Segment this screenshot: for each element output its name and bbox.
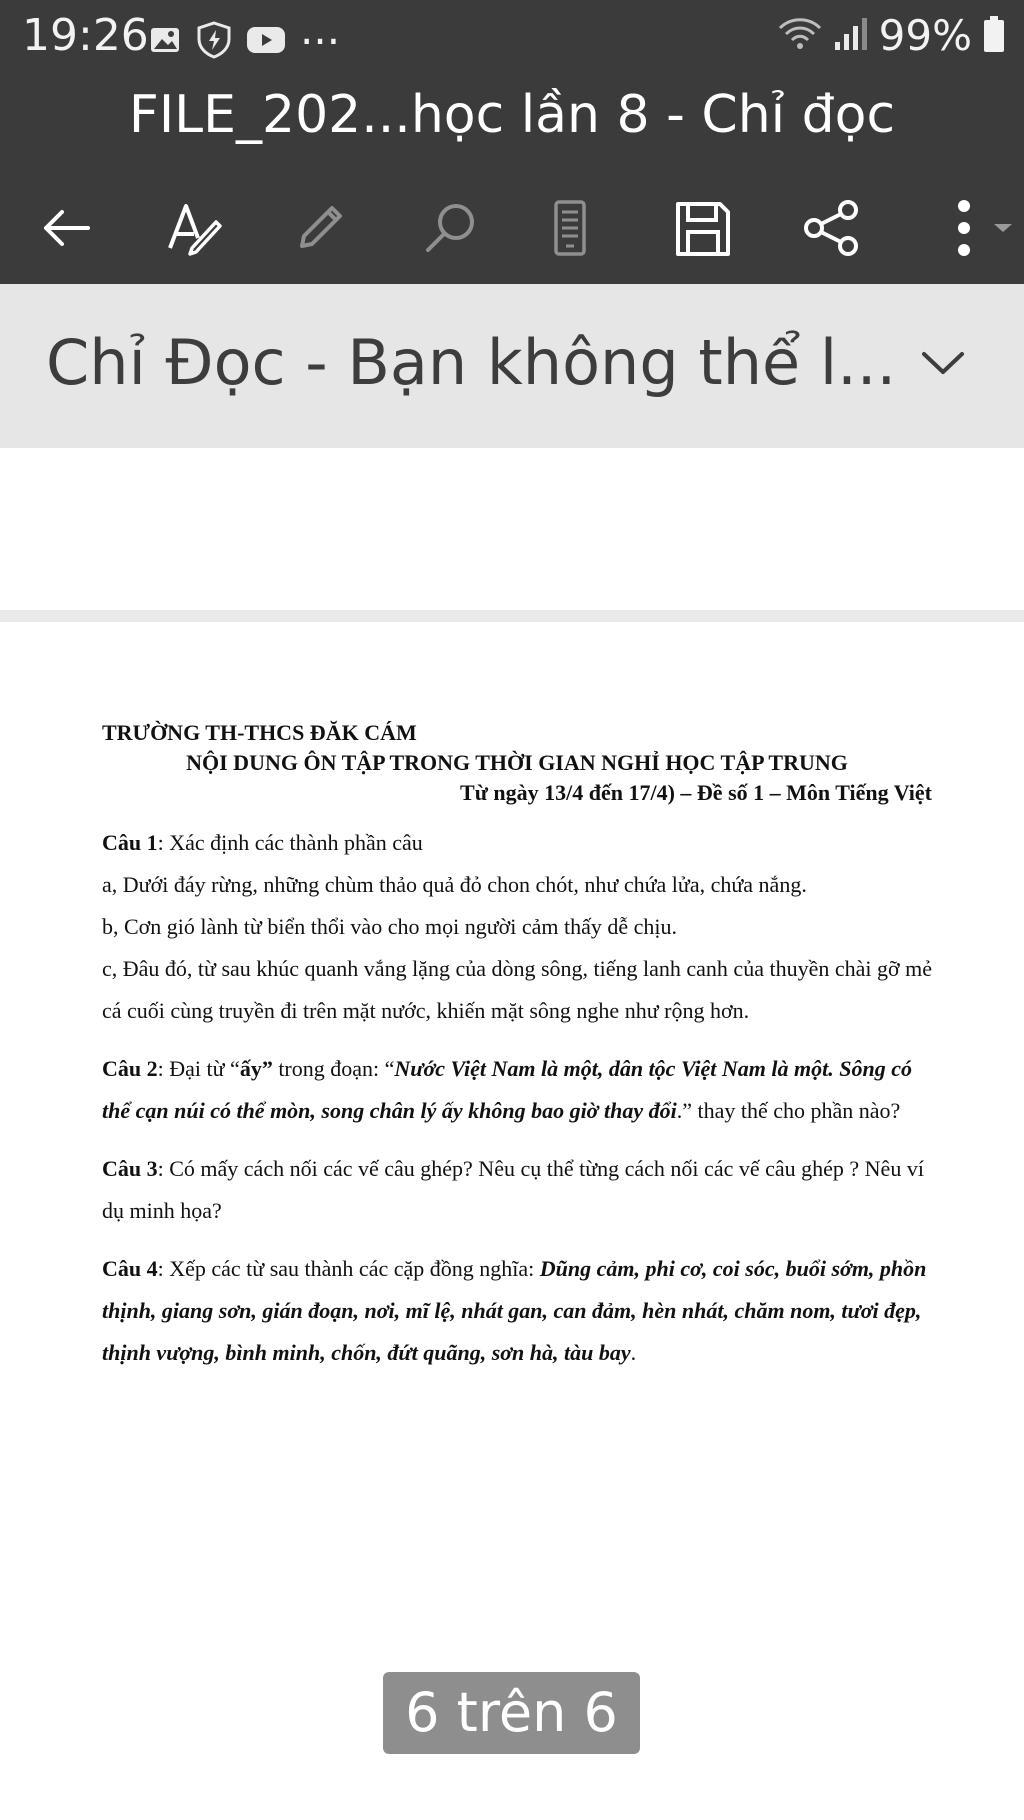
question-3-text: : Có mấy cách nối các vế câu ghép? Nêu cụ thể từng cách nối các vế câu ghép ? Nêu ví dụ minh họa?: [102, 1156, 924, 1223]
back-button[interactable]: [26, 188, 106, 268]
more-vertical-icon: [930, 196, 1020, 260]
question-1-item-b: b, Cơn gió lành từ biển thổi vào cho mọi người cảm thấy dễ chịu.: [102, 914, 678, 939]
search-button[interactable]: [410, 188, 490, 268]
page-divider: [0, 610, 1024, 622]
toolbar: [0, 178, 1024, 278]
pencil-icon: [288, 196, 352, 260]
question-2-quote: Nước Việt Nam là một, dân tộc Việt Nam là một. Sông có thể cạn núi có thể mòn, song chân lý ấy không bao giờ thay đổi: [102, 1056, 912, 1123]
mobile-view-icon: [538, 196, 602, 260]
document-heading: NỘI DUNG ÔN TẬP TRONG THỜI GIAN NGHỈ HỌC TẬP TRUNG: [186, 750, 848, 775]
page-indicator: 6 trên 6: [383, 1672, 640, 1754]
status-bar: [0, 0, 1024, 72]
question-1: [102, 822, 932, 864]
question-2-label: Câu 2: [102, 1056, 158, 1081]
status-system-icons: [777, 10, 1006, 62]
signal-icon: [833, 14, 869, 58]
more-options-button[interactable]: [930, 188, 1020, 268]
question-2-mid: trong đoạn: “: [272, 1056, 395, 1081]
question-4-label: Câu 4: [102, 1256, 158, 1281]
text-format-icon: [162, 196, 226, 260]
read-only-banner[interactable]: [0, 284, 1024, 448]
read-aloud-button[interactable]: [154, 188, 234, 268]
battery-percent: 99%: [878, 11, 972, 60]
status-overflow-dots: ···: [300, 17, 341, 66]
question-1-item-a: a, Dưới đáy rừng, những chùm thảo quả đỏ chon chót, như chứa lửa, chứa nắng.: [102, 872, 807, 897]
read-only-banner-text: Chỉ Đọc - Bạn không thể l...: [46, 326, 897, 399]
youtube-icon: [246, 25, 286, 59]
shield-icon: [196, 21, 232, 63]
edit-button[interactable]: [280, 188, 360, 268]
document-title: FILE_202...học lần 8 - Chỉ đọc: [128, 85, 896, 145]
question-2-pre: : Đại từ “: [157, 1056, 240, 1081]
question-1-label: Câu 1: [102, 830, 158, 855]
save-button[interactable]: [662, 188, 742, 268]
share-icon: [800, 196, 864, 260]
share-button[interactable]: [792, 188, 872, 268]
mobile-view-button[interactable]: [530, 188, 610, 268]
gallery-icon: [148, 23, 182, 61]
question-4-end: .: [630, 1340, 637, 1365]
top-app-bar: [0, 0, 1024, 284]
search-icon: [418, 196, 482, 260]
wifi-icon: [777, 14, 823, 58]
battery-icon: [982, 14, 1006, 58]
status-time: 19:26: [22, 10, 149, 61]
question-1-text: : Xác định các thành phần câu: [157, 830, 423, 855]
chevron-down-icon[interactable]: [908, 330, 978, 400]
save-icon: [670, 196, 734, 260]
document-subheading: Từ ngày 13/4 đến 17/4) – Đề số 1 – Môn Tiếng Việt: [460, 780, 932, 805]
question-1-item-c: c, Đâu đó, từ sau khúc quanh vắng lặng của dòng sông, tiếng lanh canh của thuyền chài gỡ mẻ cá cuối cùng truyền đi trên mặt nước, khiến mặt sông nghe như rộng hơn.: [102, 956, 932, 1023]
question-2-post: .” thay thế cho phần nào?: [676, 1098, 901, 1123]
question-3: [102, 1148, 932, 1232]
school-name: TRƯỜNG TH-THCS ĐĂK CÁM: [102, 720, 417, 745]
question-4-text: : Xếp các từ sau thành các cặp đồng nghĩa:: [157, 1256, 540, 1281]
previous-page-bottom: [0, 448, 1024, 610]
back-arrow-icon: [34, 196, 98, 260]
document-content: [102, 718, 932, 1374]
question-3-label: Câu 3: [102, 1156, 158, 1181]
status-notification-icons: [148, 16, 340, 68]
question-4-words: Dũng cảm, phi cơ, coi sóc, buổi sớm, phồn thịnh, giang sơn, gián đoạn, nơi, mĩ lệ, nhát gan, can đảm, hèn nhát, chăm nom, tươi đẹp, thịnh vượng, bình minh, chốn, đứt quãng, sơn hà, tàu bay: [102, 1256, 927, 1365]
question-4: [102, 1248, 932, 1374]
document-page: [0, 622, 1024, 1820]
question-2-word: ấy”: [239, 1056, 273, 1081]
question-2: [102, 1048, 932, 1132]
